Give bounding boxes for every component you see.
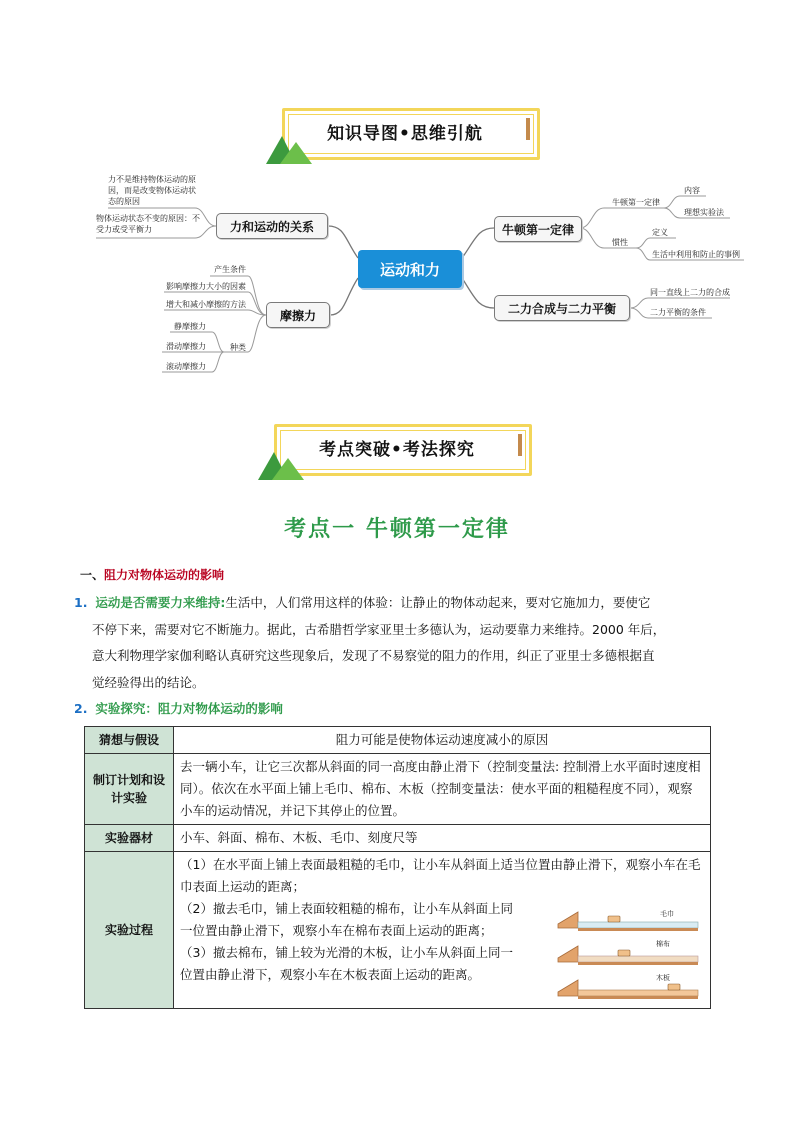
mindmap-leaf: 定义 [652,228,668,237]
figure-label: 棉布 [656,940,670,948]
mindmap-node-newton-law: 牛顿第一定律 [494,216,582,242]
item-head: 实验探究：阻力对物体运动的影响 [95,701,283,716]
mindmap-leaf: 牛顿第一定律 [612,198,660,207]
table-cell: 小车、斜面、棉布、木板、毛巾、刻度尺等 [174,825,711,852]
mindmap-leaf: 二力平衡的条件 [650,308,706,317]
item-1 [74,590,734,696]
mindmap-leaf: 理想实验法 [684,208,724,217]
mindmap-leaf: 增大和减小摩擦的方法 [166,300,246,309]
banner-title: 知识导图•思维引航 [327,124,483,144]
mindmap-leaf: 种类 [230,343,246,352]
table-row [85,754,711,825]
mindmap-leaf: 生活中利用和防止的事例 [652,250,740,259]
mindmap-leaf: 静摩擦力 [174,322,206,331]
figure-label: 木板 [656,974,670,982]
mindmap-leaf: 惯性 [612,238,628,247]
item-head: 运动是否需要力来维持: [95,595,226,610]
table-header-cell: 实验器材 [85,825,174,852]
table-cell [174,852,711,1009]
section-banner-exam [262,424,532,486]
item-text: 觉经验得出的结论。 [92,674,205,690]
process-step: （3）撤去棉布，铺上较为光滑的木板，让小车从斜面上同一位置由静止滑下，观察小车在木板表面上运动的距离。 [180,945,513,982]
table-cell: 阻力可能是使物体运动速度减小的原因 [174,727,711,754]
mindmap-leaf: 滚动摩擦力 [166,362,206,371]
mindmap-node-force-motion: 力和运动的关系 [216,213,328,239]
mindmap-leaf: 内容 [684,186,700,195]
item-number: 2. [74,701,88,716]
item-text: 意大利物理学家伽利略认真研究这些现象后，发现了不易察觉的阻力的作用，纠正了亚里士多德根据直 [92,648,655,663]
mindmap-leaf: 影响摩擦力大小的因素 [166,282,246,291]
table-header-cell: 猜想与假设 [85,727,174,754]
item-text: 不停下来，需要对它不断施力。据此，古希腊哲学家亚里士多德认为，运动要靠力来维持。2000 年后， [92,621,666,637]
experiment-table [84,726,711,1009]
experiment-figure [556,902,704,1006]
section-title: 阻力对物体运动的影响 [104,568,225,582]
mindmap-leaf: 力不是维持物体运动的原因，而是改变物体运动状态的原因 [108,175,196,206]
mindmap-leaf: 滑动摩擦力 [166,342,206,351]
point-title: 考点一 牛顿第一定律 [284,517,510,542]
banner-title: 考点突破•考法探究 [319,440,475,460]
mindmap-center: 运动和力 [358,250,462,288]
table-cell: 去一辆小车，让它三次都从斜面的同一高度由静止滑下（控制变量法: 控制滑上水平面时速度相同）。依次在水平面上铺上毛巾、棉布、木板（控制变量法：使水平面的粗糙程度不同），观察小车的运动情况，并记下其停止的位置。 [174,754,711,825]
hills-icon [266,130,312,164]
item-text: 生活中，人们常用这样的体验：让静止的物体动起来，要对它施加力，要使它 [225,595,651,610]
section-prefix: 一、 [80,568,105,582]
mindmap-leaf: 同一直线上二力的合成 [650,288,730,297]
item-number: 1. [74,595,88,610]
mindmap-leaf: 物体运动状态不变的原因：不受力或受平衡力 [96,214,200,234]
section-heading [80,566,224,583]
mindmap-node-friction: 摩擦力 [266,302,330,328]
hills-icon [258,446,304,480]
item-1-line [74,590,734,617]
table-header-cell: 制订计划和设计实验 [85,754,174,825]
process-step: （1）在水平面上铺上表面最粗糙的毛巾，让小车从斜面上适当位置由静止滑下，观察小车在毛巾表面上运动的距离； [180,857,701,894]
table-row [85,825,711,852]
table-row [85,852,711,1009]
item-2 [74,696,734,723]
table-row [85,727,711,754]
table-header-cell: 实验过程 [85,852,174,1009]
mindmap-leaf: 产生条件 [214,265,246,274]
figure-label: 毛巾 [660,910,674,918]
mindmap-node-two-forces: 二力合成与二力平衡 [494,295,630,321]
process-step: （2）撤去毛巾，铺上表面较粗糙的棉布，让小车从斜面上同一位置由静止滑下，观察小车在棉布表面上运动的距离； [180,901,513,938]
